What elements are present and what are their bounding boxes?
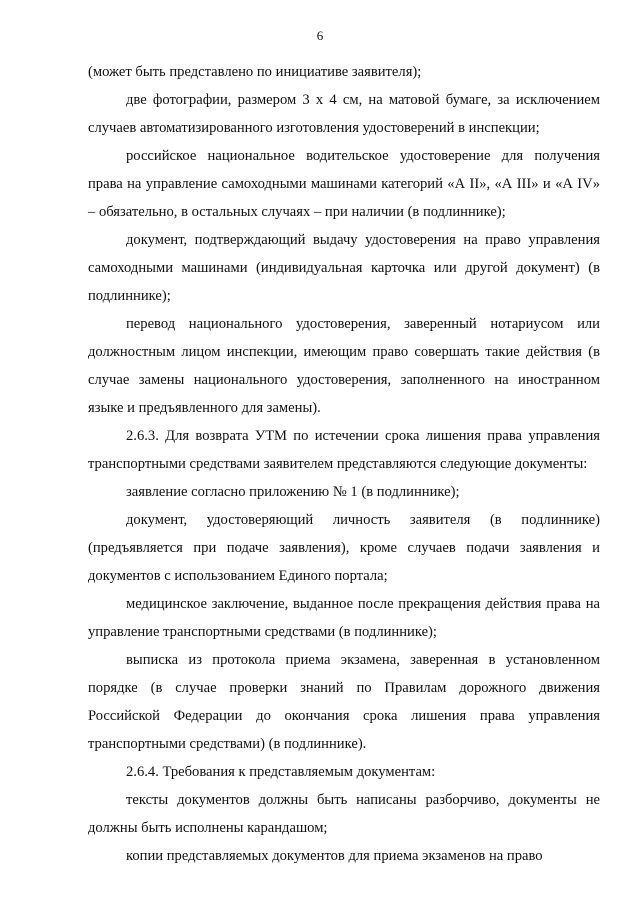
paragraph-legibility: тексты документов должны быть написаны разборчиво, документы не должны быть исполнены карандашом;: [88, 792, 600, 836]
paragraph-photos: две фотографии, размером 3 х 4 см, на матовой бумаге, за исключением случаев автоматизированного изготовления удостоверений в инспекции;: [88, 92, 600, 136]
paragraph-continuation: (может быть представлено по инициативе заявителя);: [88, 64, 422, 80]
page-number: 6: [316, 28, 324, 43]
paragraph-medical-report: медицинское заключение, выданное после прекращения действия права на управление транспортными средствами (в подлиннике);: [88, 596, 600, 640]
document-body: [88, 58, 600, 870]
paragraph-translation: перевод национального удостоверения, заверенный нотариусом или должностным лицом инспекции, имеющим право совершать такие действия (в случае замены национального удостоверения, заполненного на иностранном языке и предъявленного для замены).: [88, 316, 600, 416]
paragraph-section-2-6-4: 2.6.4. Требования к представляемым документам:: [126, 764, 436, 780]
paragraph-exam-extract: выписка из протокола приема экзамена, заверенная в установленном порядке (в случае проверки знаний по Правилам дорожного движения Российской Федерации до окончания срока лишения права управления транспортными средствами) (в подлиннике).: [88, 652, 600, 752]
paragraph-driver-license: российское национальное водительское удостоверение для получения права на управление самоходными машинами категорий «А II», «А III» и «А IV» – обязательно, в остальных случаях – при наличии (в подлиннике);: [88, 148, 600, 220]
paragraph-section-2-6-3: 2.6.3. Для возврата УТМ по истечении срока лишения права управления транспортными средствами заявителем представляются следующие документы:: [88, 428, 600, 472]
paragraph-copies: копии представляемых документов для приема экзаменов на право: [126, 848, 543, 864]
paragraph-application: заявление согласно приложению № 1 (в подлиннике);: [126, 484, 460, 500]
paragraph-identity-document: документ, удостоверяющий личность заявителя (в подлиннике) (предъявляется при подаче заявления), кроме случаев подачи заявления и документов с использованием Единого портала;: [88, 512, 600, 584]
paragraph-issuance-document: документ, подтверждающий выдачу удостоверения на право управления самоходными машинами (индивидуальная карточка или другой документ) (в подлиннике);: [88, 232, 600, 304]
